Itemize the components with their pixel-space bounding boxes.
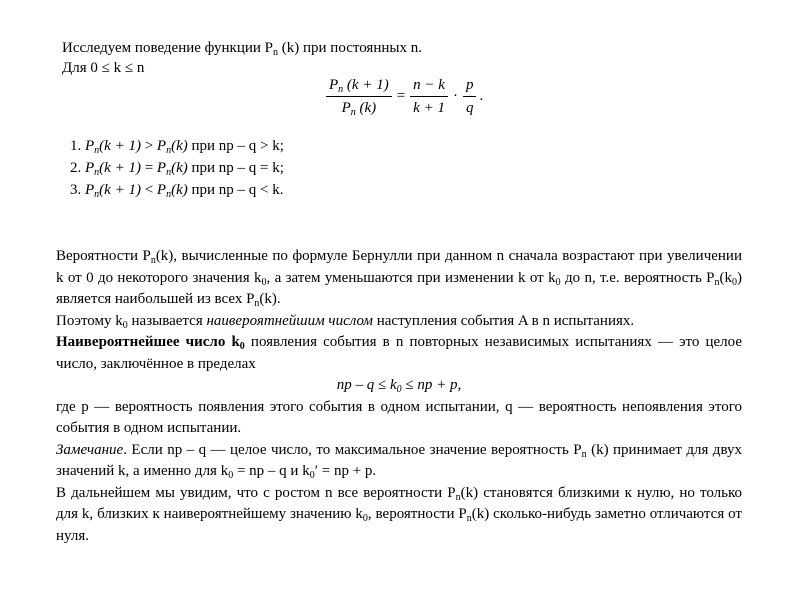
case-lhs: P — [85, 160, 95, 176]
case-rhs-sub: n — [166, 167, 172, 178]
text-span: наступления события A в n испытаниях. — [372, 312, 635, 329]
equals-sign: = — [396, 88, 406, 104]
text-sub: 0 — [555, 276, 561, 288]
case-rhs-arg: (k) — [171, 138, 188, 154]
text-span: Поэтому k — [56, 312, 123, 329]
definition-term-sub: 0 — [239, 341, 245, 352]
text-span: . Если np – q — целое число, то максимальное значение вероятность P — [123, 441, 582, 458]
case-rhs: P — [156, 138, 167, 154]
intro-text — [62, 38, 422, 78]
text-sub: n — [714, 276, 720, 288]
fraction-p-over-q — [463, 76, 477, 117]
text-span: до n, т.е. вероятность P — [560, 269, 715, 286]
num-left-sub: n — [338, 84, 344, 95]
text-sub: 0 — [122, 319, 128, 331]
ratio-formula — [326, 76, 483, 117]
text-sub: 0 — [261, 276, 267, 288]
text-span: В дальнейшем мы увидим, что с ростом n все вероятности P — [56, 484, 456, 501]
term-most-probable-number: наивероятнейшим числом — [206, 312, 373, 329]
text-span: Вероятности P — [56, 248, 151, 264]
text-span: (k — [719, 269, 732, 286]
fraction-mid-denominator: k + 1 — [413, 100, 445, 116]
paragraph-remark — [56, 440, 742, 483]
text-span: (k) становятся близкими к нулю, но только для k, близких к наивероятнейшему значению k — [56, 484, 742, 522]
text-span: (k) сколько-нибудь заметно отличаются от нуля. — [56, 506, 742, 544]
text-sub: n — [466, 513, 472, 524]
text-span: , вероятности P — [367, 506, 467, 522]
fraction-right-denominator: q — [465, 100, 474, 116]
text-span: (k). — [259, 291, 281, 307]
den-left-arg: (k) — [355, 100, 377, 116]
text-sub: n — [581, 448, 587, 460]
case-number: 2. — [70, 160, 85, 176]
intro-line-2: Для 0 ≤ k ≤ n — [62, 60, 145, 76]
paragraph-further — [56, 483, 742, 548]
case-rhs: P — [156, 160, 167, 176]
case-lhs-arg: (k + 1) — [99, 138, 141, 154]
case-number: 1. — [70, 138, 85, 154]
case-lhs-arg: (k + 1) — [99, 182, 141, 198]
case-item — [70, 179, 284, 201]
intro-line-1-sub: n — [273, 47, 278, 58]
text-span: ) является наибольшей из всех P — [56, 269, 742, 307]
case-item — [70, 135, 284, 157]
text-span: (k) принимает для двух значений k, а именно для k — [56, 441, 743, 479]
text-span: np – q ≤ k — [336, 377, 397, 393]
case-rhs-sub: n — [166, 189, 172, 200]
case-lhs-sub: n — [94, 145, 100, 156]
paragraph-therefore — [56, 311, 742, 333]
paragraph-probabilities — [56, 246, 742, 311]
inequality-formula — [56, 375, 742, 397]
case-rhs-arg: (k) — [171, 160, 188, 176]
cases-list — [70, 135, 284, 201]
num-left-arg: (k + 1) — [343, 77, 389, 93]
den-left-p: P — [341, 100, 351, 116]
intro-line-1-text: Исследуем поведение функции P — [62, 40, 273, 56]
fraction-n-minus-k — [410, 76, 448, 117]
den-left-sub: n — [350, 107, 356, 118]
text-span: появления события в n повторных независимых испытаниях — это целое число, заключённое в пределах — [56, 334, 742, 372]
formula-period: . — [479, 88, 484, 104]
text-span: = np – q и k — [233, 463, 310, 479]
definition-term: Наивероятнейшее число k — [56, 334, 240, 350]
remark-label: Замечание — [56, 441, 124, 458]
fraction-pn-ratio — [326, 76, 392, 117]
case-lhs: P — [85, 182, 95, 198]
case-relation: > — [140, 138, 157, 154]
intro-line-1 — [62, 38, 422, 58]
case-condition: при np – q < k. — [187, 182, 284, 198]
num-left-p: P — [329, 77, 339, 93]
case-lhs: P — [85, 138, 95, 154]
case-rhs-sub: n — [166, 145, 172, 156]
text-sub: 0 — [362, 513, 368, 524]
text-sub: 0 — [228, 470, 234, 481]
text-sub: 0 — [732, 276, 737, 288]
case-lhs-sub: n — [94, 167, 100, 178]
text-span: (k), вычисленные по формуле Бернулли при данном n сначала возрастают при увеличении k от 0 до некоторого значения k — [56, 248, 742, 286]
text-span: ′ = np + p. — [314, 463, 377, 479]
case-condition: при np – q > k; — [187, 138, 284, 154]
text-span: называется — [127, 312, 207, 329]
main-text — [56, 246, 742, 547]
fraction-denominator — [339, 97, 380, 117]
case-item — [70, 157, 284, 179]
intro-line-1-rest: (k) при постоянных n. — [278, 40, 422, 56]
fraction-right-numerator: p — [463, 76, 477, 97]
text-sub: 0 — [396, 384, 402, 395]
case-lhs-sub: n — [94, 189, 100, 200]
multiply-dot: · — [452, 88, 458, 104]
case-rhs-arg: (k) — [171, 182, 188, 198]
case-number: 3. — [70, 182, 85, 198]
fraction-mid-numerator: n − k — [410, 76, 448, 97]
case-condition: при np – q = k; — [187, 160, 284, 176]
text-span: ≤ np + p, — [401, 377, 462, 393]
case-relation: = — [140, 160, 157, 176]
fraction-numerator — [326, 76, 392, 97]
case-rhs: P — [156, 182, 167, 198]
text-sub: n — [455, 491, 461, 503]
text-sub: 0 — [309, 470, 315, 481]
paragraph-where: где p — вероятность появления этого события в одном испытании, q — вероятность непоявления этого события в одном испытании. — [56, 398, 742, 436]
text-sub: n — [150, 255, 156, 266]
paragraph-definition — [56, 332, 742, 375]
text-sub: n — [254, 298, 260, 309]
case-lhs-arg: (k + 1) — [99, 160, 141, 176]
case-relation: < — [140, 182, 157, 198]
text-span: , а затем уменьшаются при изменении k от k — [266, 269, 556, 286]
